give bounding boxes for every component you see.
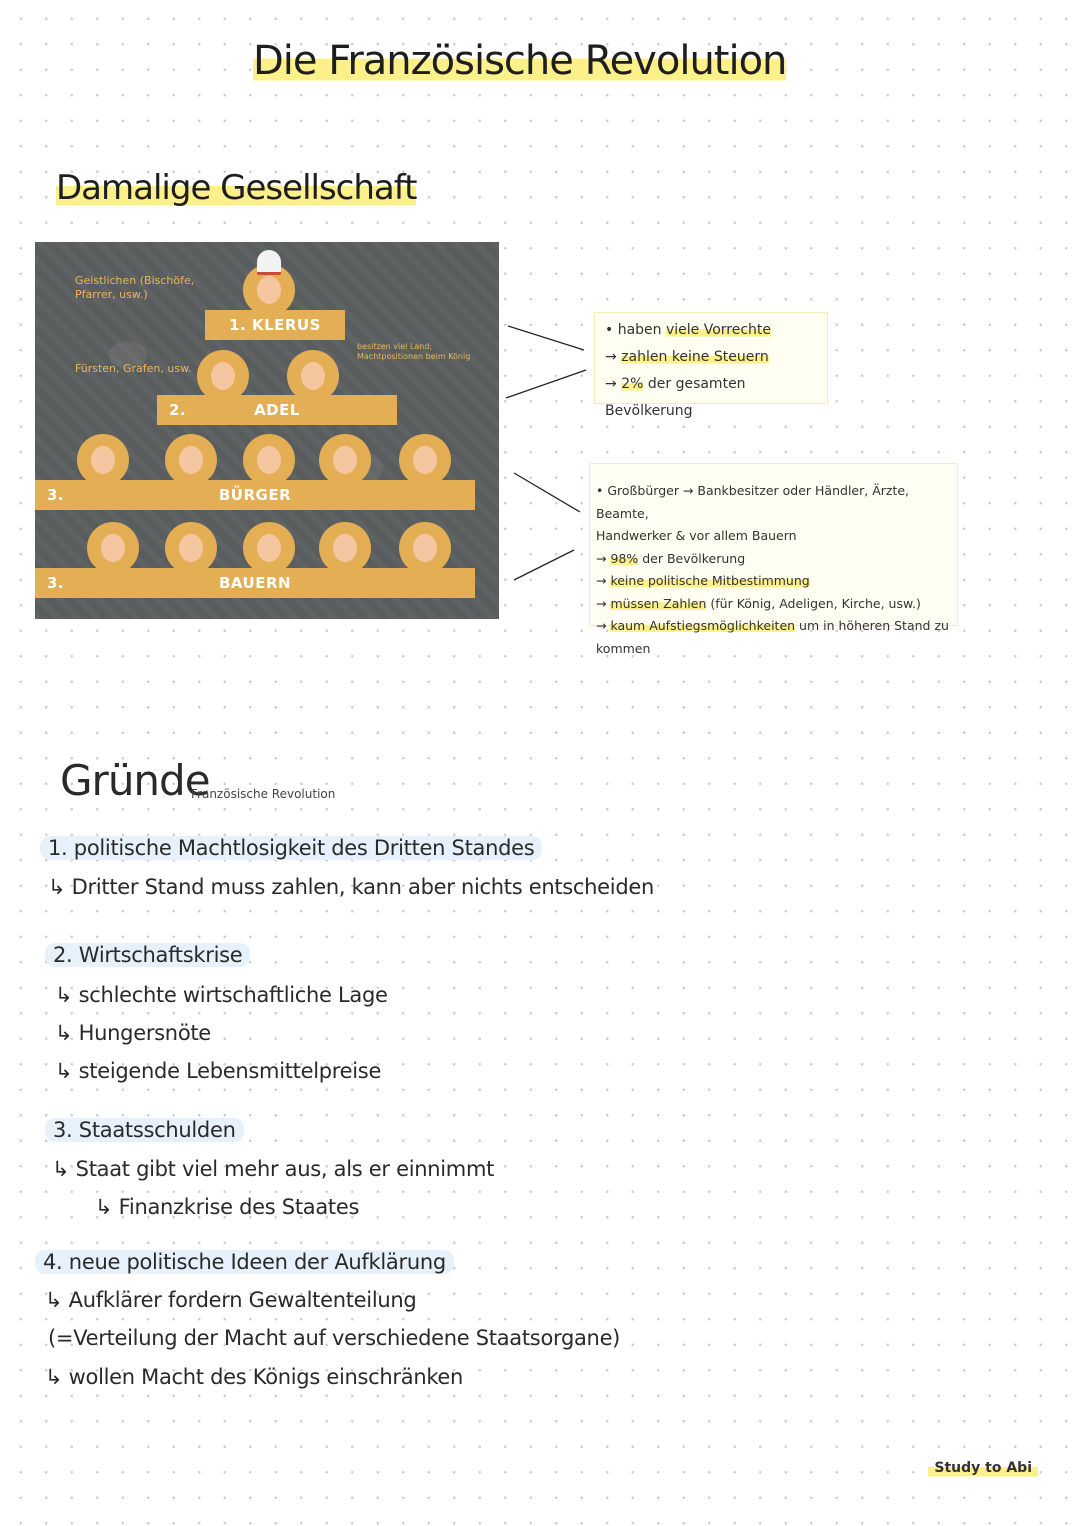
box2-line4: → keine politische Mitbestimmung xyxy=(596,573,810,588)
reason-4-detail-c: ↳ wollen Macht des Königs einschränken xyxy=(45,1365,464,1389)
land-note: besitzen viel Land; Machtpositionen beim König xyxy=(357,342,471,362)
band-bauern-label: BAUERN xyxy=(218,574,292,592)
reason-2-detail-a: ↳ schlechte wirtschaftliche Lage xyxy=(55,983,388,1007)
callout-privileged-estates xyxy=(594,312,828,419)
box1-line2: → zahlen keine Steuern xyxy=(605,349,769,365)
band-bauern-num: 3. xyxy=(47,574,65,592)
reason-2-detail-c: ↳ steigende Lebensmittelpreise xyxy=(55,1059,382,1083)
box2-line1: • Großbürger → Bankbesitzer oder Händler, Ärzte, Beamte, xyxy=(596,483,910,521)
box2-line6: → kaum Aufstiegsmöglichkeiten um in höheren Stand zu kommen xyxy=(596,618,949,656)
box2-line2: Handwerker & vor allem Bauern xyxy=(596,528,797,543)
box2-line5: → müssen Zahlen (für König, Adeligen, Kirche, usw.) xyxy=(596,595,921,611)
reason-1-detail: ↳ Dritter Stand muss zahlen, kann aber nichts entscheiden xyxy=(48,875,654,899)
reason-2: 2. Wirtschaftskrise xyxy=(45,943,250,967)
reason-1: 1. politische Machtlosigkeit des Dritten Standes xyxy=(40,836,542,860)
band-klerus-label: 1. KLERUS xyxy=(229,316,321,334)
box1-line1: • haben viele Vorrechte xyxy=(605,322,772,338)
band-buerger-label: BÜRGER xyxy=(218,486,292,504)
reason-2-detail-b: ↳ Hungersnöte xyxy=(55,1021,211,1045)
band-adel-num: 2. xyxy=(169,401,187,419)
band-buerger-num: 3. xyxy=(47,486,65,504)
section-heading-reasons: Gründe xyxy=(60,756,210,805)
reason-4-detail-b: (=Verteilung der Macht auf verschiedene Staatsorgane) xyxy=(48,1326,621,1350)
signature: Study to Abi xyxy=(928,1458,1038,1478)
page-title: Die Französische Revolution xyxy=(253,38,787,84)
reason-3-detail-b: ↳ Finanzkrise des Staates xyxy=(95,1195,360,1219)
reason-4: 4. neue politische Ideen der Aufklärung xyxy=(35,1250,454,1274)
callout-third-estate xyxy=(589,463,958,656)
band-adel-label: ADEL xyxy=(254,401,300,419)
box1-line3: → 2% der gesamten Bevölkerung xyxy=(605,376,746,419)
klerus-note: Geistlichen (Bischöfe, Pfarrer, usw.) xyxy=(75,274,195,302)
reason-3-detail-a: ↳ Staat gibt viel mehr aus, als er einnimmt xyxy=(52,1157,495,1181)
section-subheading: Französische Revolution xyxy=(191,787,336,801)
box2-line3: → 98% der Bevölkerung xyxy=(596,550,746,566)
section-heading-society: Damalige Gesellschaft xyxy=(56,168,417,208)
adel-note: Fürsten, Grafen, usw. xyxy=(75,362,192,375)
reason-4-detail-a: ↳ Aufklärer fordern Gewaltenteilung xyxy=(45,1288,417,1312)
reason-3: 3. Staatsschulden xyxy=(45,1118,244,1142)
